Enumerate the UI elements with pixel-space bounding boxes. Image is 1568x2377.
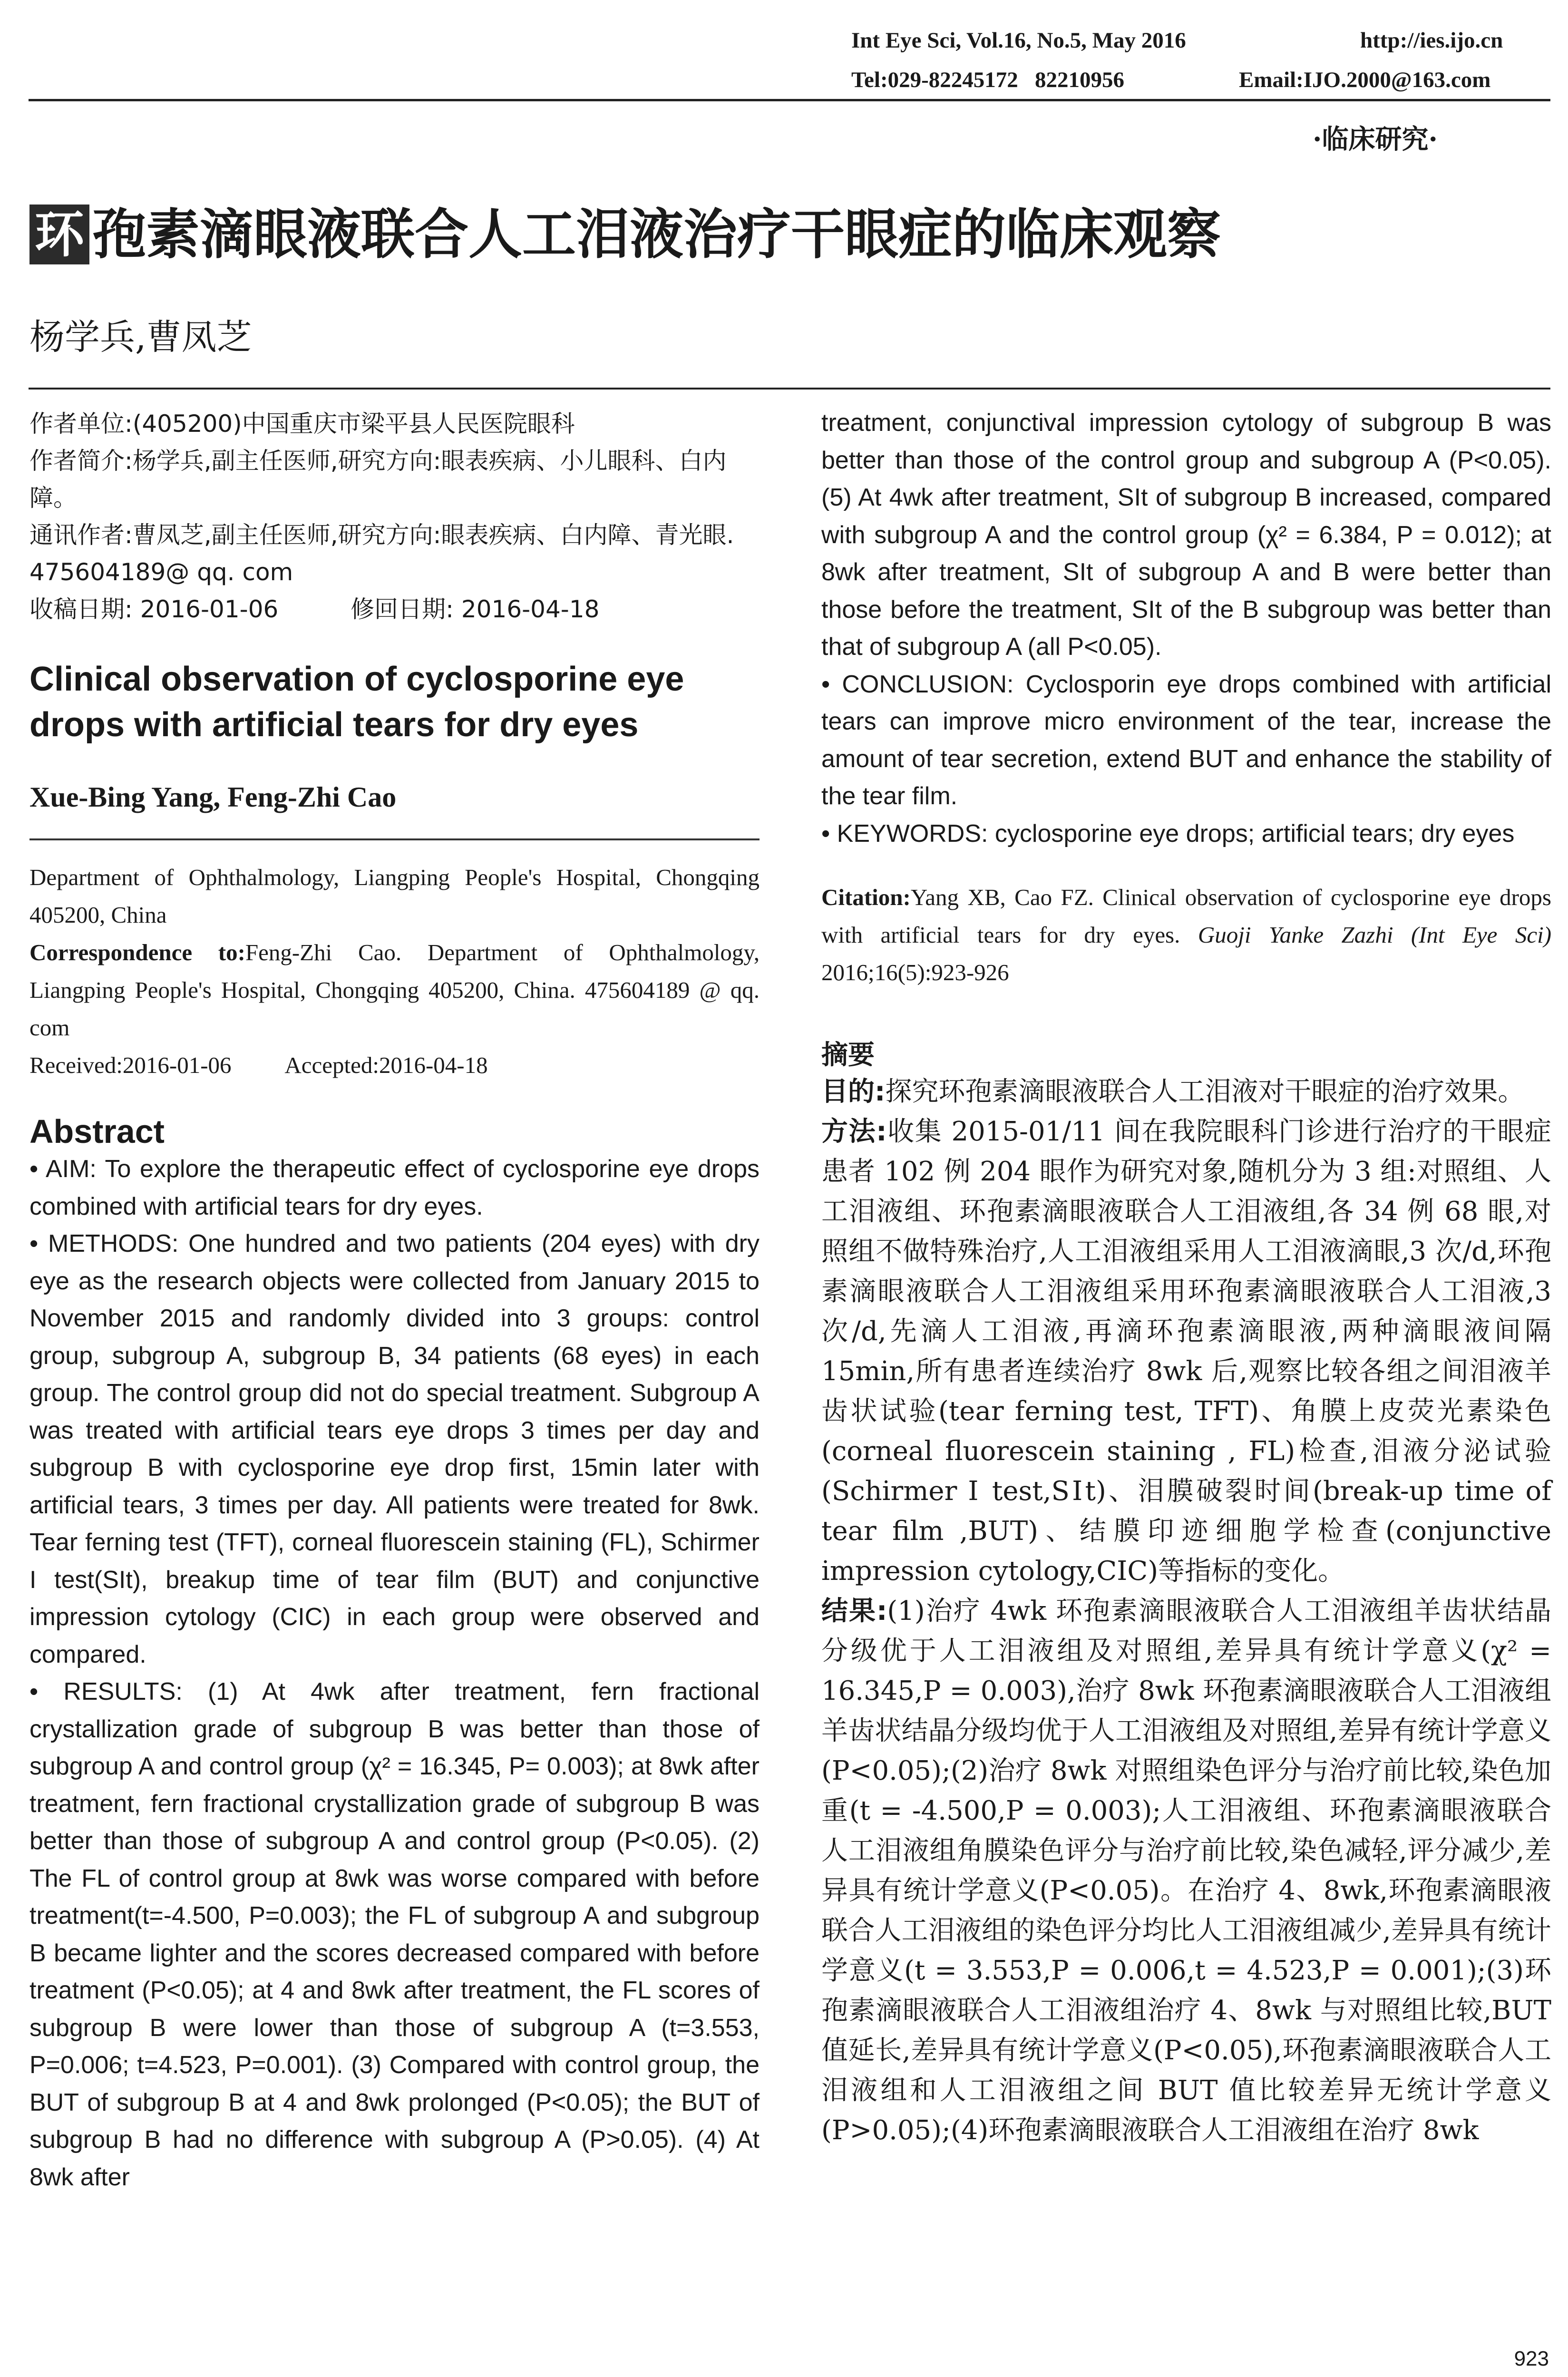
english-affiliation-block bbox=[29, 858, 760, 1084]
abstract-body-right bbox=[821, 404, 1551, 852]
abstract-conclusion: • CONCLUSION: Cyclosporin eye drops combined with artificial tears can improve micro environment of the tear, increase the amount of tear secretion, extend BUT and enhance the stability of the tear film. bbox=[821, 670, 1551, 810]
journal-email: Email:IJO.2000@163.com bbox=[1239, 68, 1491, 92]
zh-methods bbox=[821, 1112, 1551, 1591]
journal-tel: Tel:029-82245172 82210956 bbox=[851, 68, 1125, 92]
journal-url: http://ies.ijo.cn bbox=[1360, 28, 1503, 53]
page-number: 923 bbox=[1514, 2347, 1549, 2370]
zh-abstract-heading: 摘要 bbox=[821, 1040, 875, 1071]
paper-title bbox=[29, 205, 1221, 264]
citation-label: Citation: bbox=[821, 884, 911, 910]
abstract-results: • RESULTS: (1) At 4wk after treatment, fern fractional crystallization grade of subgroup B was better than those of subgroup A and control group (χ² = 16.345, P= 0.003); at 8wk after treatment, fern fractional crystallization grade of subgroup B was better than those of subgroup A and control group (P<0.05). (2) The FL of control group at 8wk was worse compared with before treatment(t=-4.500, P=0.003); the FL of subgroup A and subgroup B became lighter and the scores decreased compared with before treatment (P<0.05); at 4 and 8wk after treatment, the FL scores of subgroup B were lower than those of subgroup A (t=3.553, P=0.006; t=4.523, P=0.001). (3) Compared with control group, the BUT of subgroup B at 4 and 8wk prolonged (P<0.05); the BUT of subgroup B had no difference with subgroup A (P>0.05). (4) At 8wk after bbox=[29, 1678, 760, 2191]
zh-abstract-body bbox=[821, 1072, 1551, 2151]
abstract-aim: • AIM: To explore the therapeutic effect of cyclosporine eye drops combined with artificial tears for dry eyes. bbox=[29, 1155, 760, 1220]
correspondence-label: Correspondence to: bbox=[29, 939, 245, 965]
zh-aim-text: 探究环孢素滴眼液联合人工泪液对干眼症的治疗效果。 bbox=[885, 1076, 1525, 1107]
zh-aim-label: 目的: bbox=[821, 1076, 886, 1107]
abstract-methods: • METHODS: One hundred and two patients (204 eyes) with dry eye as the research objects were collected from January 2015 to November 2015 and randomly divided into 3 groups: control group, subgroup A, subgroup B, 34 patients (68 eyes) in each group. The control group did not do special treatment. Subgroup A was treated with artificial tears eye drops 3 times per day and subgroup B with cyclosporine eye drop first, 15min later with artificial tears, 3 times per day. All patients were treated for 8wk. Tear ferning test (TFT), corneal fluorescein staining (FL), Schirmer I test(SIt), breakup time of tear film (BUT) and conjunctive impression cytology (CIC) in each group were observed and compared. bbox=[29, 1230, 760, 1668]
received-cn: 收稿日期: 2016-01-06 bbox=[29, 595, 279, 623]
correspondence bbox=[29, 934, 760, 1046]
accepted-en: Accepted:2016-04-18 bbox=[284, 1052, 488, 1078]
revised-cn: 修回日期: 2016-04-18 bbox=[351, 595, 600, 623]
authors-cn: 杨学兵,曹凤芝 bbox=[29, 317, 252, 358]
title-text: 孢素滴眼液联合人工泪液治疗干眼症的临床观察 bbox=[92, 203, 1221, 266]
abstract-keywords: • KEYWORDS: cyclosporine eye drops; artificial tears; dry eyes bbox=[821, 819, 1515, 848]
section-tag: ·临床研究· bbox=[1313, 124, 1438, 155]
abstract-results-continued: treatment, conjunctival impression cytology of subgroup B was better than those of the control group and subgroup A (P<0.05). (5) At 4wk after treatment, SIt of subgroup B increased, compared with subgroup A and the control group (χ² = 6.384, P = 0.012); at 8wk after treatment, SIt of subgroup A and B were better than those before the treatment, SIt of the B subgroup was better than that of subgroup A (all P<0.05). bbox=[821, 409, 1551, 661]
correspondence-text: Feng-Zhi Cao. Department of Ophthalmology, Liangping People's Hospital, Chongqing 405200, China. 475604189 @ qq. com bbox=[29, 939, 760, 1041]
english-authors: Xue-Bing Yang, Feng-Zhi Cao bbox=[29, 781, 397, 813]
title-rule bbox=[29, 388, 1550, 390]
authors-rule bbox=[29, 838, 760, 840]
zh-methods-text: 收集 2015-01/11 间在我院眼科门诊进行治疗的干眼症患者 102 例 204 眼作为研究对象,随机分为 3 组:对照组、人工泪液组、环孢素滴眼液联合人工泪液组,各 34 例 68 眼,对照组不做特殊治疗,人工泪液组采用人工泪液滴眼,3 次/d,环孢素滴眼液联合人工泪液组采用环孢素滴眼液联合人工泪液,3 次/d,先滴人工泪液,再滴环孢素滴眼液,两种滴眼液间隔 15min,所有患者连续治疗 8wk 后,观察比较各组之间泪液羊齿状试验(tear ferning test, TFT)、角膜上皮荧光素染色(corneal fluorescein staining , FL)检查,泪液分泌试验(Schirmer Ⅰ test,SⅠt)、泪膜破裂时间(break-up time of tear film ,BUT)、结膜印迹细胞学检查(conjunctive impression cytology,CIC)等指标的变化。 bbox=[821, 1116, 1552, 1587]
affiliation: Department of Ophthalmology, Liangping People's Hospital, Chongqing 405200, China bbox=[29, 864, 760, 928]
right-column bbox=[821, 404, 1551, 2151]
left-column bbox=[29, 405, 760, 2196]
citation-text: Yang XB, Cao FZ. Clinical observation of cyclosporine eye drops with artificial tears for dry eyes. bbox=[821, 884, 1551, 948]
zh-results-label: 结果: bbox=[821, 1596, 887, 1627]
citation-journal: Guoji Yanke Zazhi (Int Eye Sci) bbox=[1198, 922, 1552, 948]
zh-results-text: (1)治疗 4wk 环孢素滴眼液联合人工泪液组羊齿状结晶分级优于人工泪液组及对照组,差异具有统计学意义(χ² = 16.345,P = 0.003),治疗 8wk 环孢素滴眼液联合人工泪液组羊齿状结晶分级均优于人工泪液组及对照组,差异有统计学意义(P<0.05);(2)治疗 8wk 对照组染色评分与治疗前比较,染色加重(t = -4.500,P = 0.003);人工泪液组、环孢素滴眼液联合人工泪液组角膜染色评分与治疗前比较,染色减轻,评分减少,差异具有统计学意义(P<0.05)。在治疗 4、8wk,环孢素滴眼液联合人工泪液组的染色评分均比人工泪液组减少,差异具有统计学意义(t = 3.553,P = 0.006,t = 4.523,P = 0.001);(3)环孢素滴眼液联合人工泪液组治疗 4、8wk 与对照组比较,BUT 值延长,差异具有统计学意义(P<0.05),环孢素滴眼液联合人工泪液组和人工泪液组之间 BUT 值比较差异无统计学意义(P>0.05);(4)环孢素滴眼液联合人工泪液组在治疗 8wk bbox=[821, 1596, 1552, 2146]
abstract-heading: Abstract bbox=[29, 1113, 165, 1150]
citation bbox=[821, 878, 1551, 991]
received-en: Received:2016-01-06 bbox=[29, 1052, 232, 1078]
author-unit: 作者单位:(405200)中国重庆市梁平县人民医院眼科 bbox=[29, 410, 575, 438]
header-rule bbox=[29, 99, 1550, 101]
dates-en bbox=[29, 1046, 760, 1084]
author-info-cn bbox=[29, 405, 760, 628]
zh-methods-label: 方法: bbox=[821, 1116, 887, 1147]
english-title: Clinical observation of cyclosporine eye drops with artificial tears for dry eyes bbox=[29, 660, 684, 744]
citation-volume: 2016;16(5):923-926 bbox=[821, 959, 1009, 985]
dates-cn bbox=[29, 591, 760, 628]
title-boxed-char: 环 bbox=[29, 205, 89, 264]
journal-info: Int Eye Sci, Vol.16, No.5, May 2016 bbox=[851, 28, 1186, 53]
author-intro: 作者简介:杨学兵,副主任医师,研究方向:眼表疾病、小儿眼科、白内障。 bbox=[29, 447, 727, 512]
abstract-body-left bbox=[29, 1150, 760, 2196]
zh-aim bbox=[821, 1072, 1551, 1112]
zh-results bbox=[821, 1591, 1551, 2151]
corresponding-author: 通讯作者:曹凤芝,副主任医师,研究方向:眼表疾病、白内障、青光眼. 475604189@ qq. com bbox=[29, 521, 734, 586]
